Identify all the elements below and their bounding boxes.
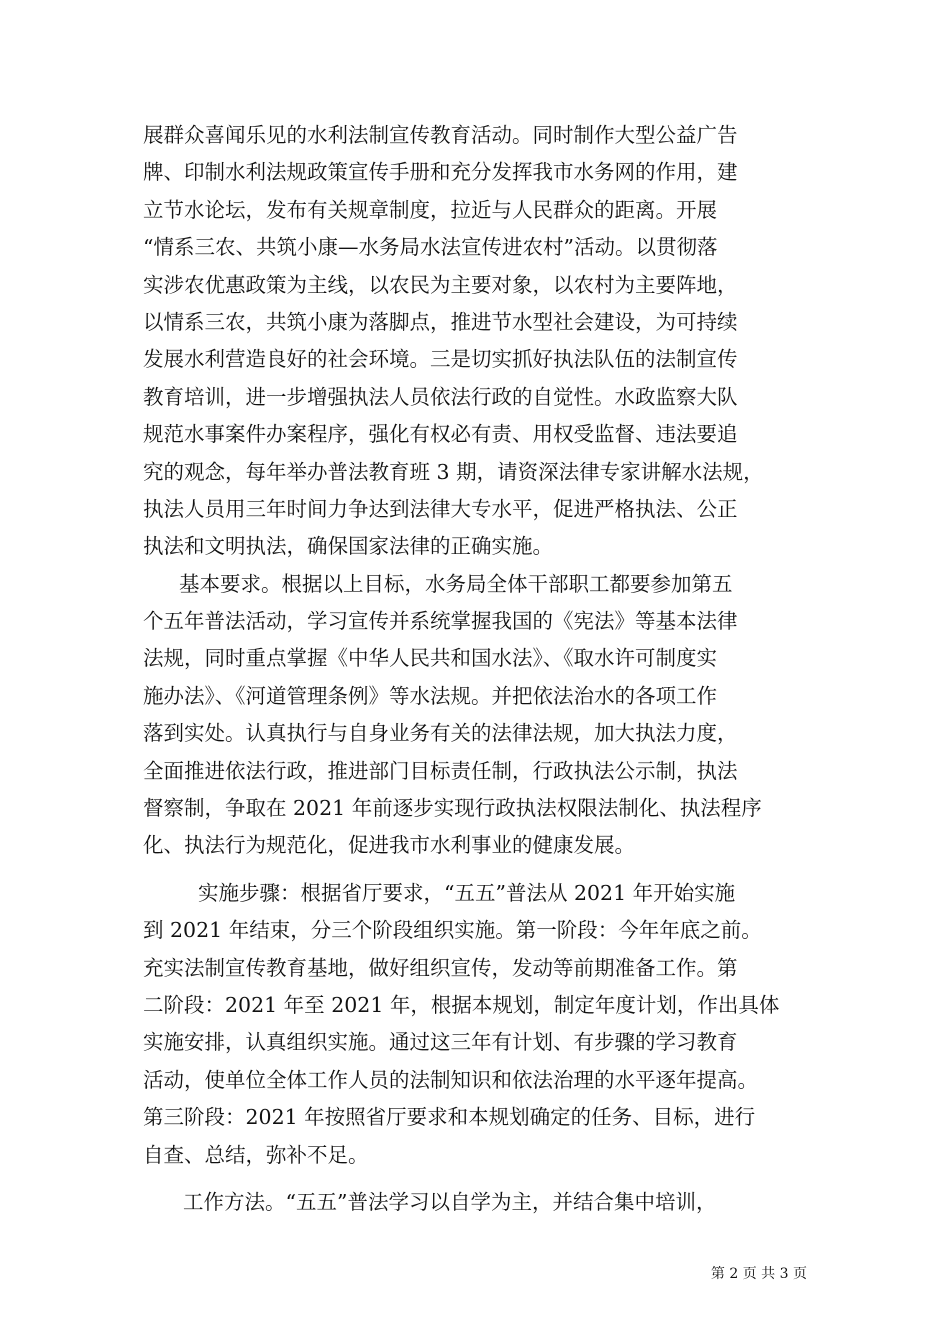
text-line: 施办法》、《河道管理条例》等水法规。并把依法治水的各项工作 xyxy=(143,683,717,708)
text-line: 化、执法行为规范化，促进我市水利事业的健康发展。 xyxy=(143,833,635,858)
text-line: 展群众喜闻乐见的水利法制宣传教育活动。同时制作大型公益广告 xyxy=(143,123,738,147)
text-line: 教育培训，进一步增强执法人员依法行政的自觉性。水政监察大队 xyxy=(143,384,738,409)
text-line: 立节水论坛，发布有关规章制度，拉近与人民群众的距离。开展 xyxy=(143,197,717,222)
text-line: 自查、总结，弥补不足。 xyxy=(143,1142,369,1167)
text-line: 以情系三农，共筑小康为落脚点，推进节水型社会建设，为可持续 xyxy=(143,309,738,334)
text-line: 执法和文明执法，确保国家法律的正确实施。 xyxy=(143,534,553,559)
text-line: 发展水利营造良好的社会环境。三是切实抓好执法队伍的法制宣传 xyxy=(143,347,738,372)
paragraph-start-line: 工作方法。“五五”普法学习以自学为主，并结合集中培训， xyxy=(183,1189,717,1214)
text-line: 执法人员用三年时间力争达到法律大专水平，促进严格执法、公正 xyxy=(143,496,738,521)
text-line: 实涉农优惠政策为主线，以农民为主要对象，以农村为主要阵地， xyxy=(143,272,738,297)
text-line: 落到实处。认真执行与自身业务有关的法律法规，加大执法力度， xyxy=(143,721,738,746)
text-line: 充实法制宣传教育基地，做好组织宣传，发动等前期准备工作。第 xyxy=(143,955,738,980)
page-number: 第 2 页 共 3 页 xyxy=(710,1266,807,1282)
text-line: 全面推进依法行政，推进部门目标责任制，行政执法公示制，执法 xyxy=(143,758,738,783)
paragraph-start-line: 基本要求。根据以上目标，水务局全体干部职工都要参加第五 xyxy=(179,571,733,596)
text-line: 法规，同时重点掌握《中华人民共和国水法》、《取水许可制度实 xyxy=(143,646,717,671)
text-line: 规范水事案件办案程序，强化有权必有责、用权受监督、违法要追 xyxy=(143,422,738,447)
text-line: “情系三农、共筑小康—水务局水法宣传进农村”活动。以贯彻落 xyxy=(143,235,718,260)
text-line: 二阶段：2021 年至 2021 年，根据本规划，制定年度计划，作出具体 xyxy=(143,992,780,1017)
text-line: 活动，使单位全体工作人员的法制知识和依法治理的水平逐年提高。 xyxy=(143,1067,758,1092)
paragraph-gap xyxy=(143,865,823,875)
document-body xyxy=(143,117,823,1221)
paragraph-start-line: 实施步骤：根据省厅要求，“五五”普法从 2021 年开始实施 xyxy=(198,880,736,905)
text-line: 第三阶段：2021 年按照省厅要求和本规划确定的任务、目标，进行 xyxy=(143,1105,756,1130)
paragraph-gap xyxy=(143,1174,823,1184)
text-line: 究的观念，每年举办普法教育班 3 期，请资深法律专家讲解水法规， xyxy=(143,459,764,484)
text-line: 个五年普法活动，学习宣传并系统掌握我国的《宪法》等基本法律 xyxy=(143,609,738,634)
text-line: 督察制，争取在 2021 年前逐步实现行政执法权限法制化、执法程序 xyxy=(143,796,762,821)
text-line: 牌、印制水利法规政策宣传手册和充分发挥我市水务网的作用，建 xyxy=(143,160,738,185)
text-line: 实施安排，认真组织实施。通过这三年有计划、有步骤的学习教育 xyxy=(143,1030,738,1055)
text-line: 到 2021 年结束，分三个阶段组织实施。第一阶段：今年年底之前。 xyxy=(143,918,762,943)
